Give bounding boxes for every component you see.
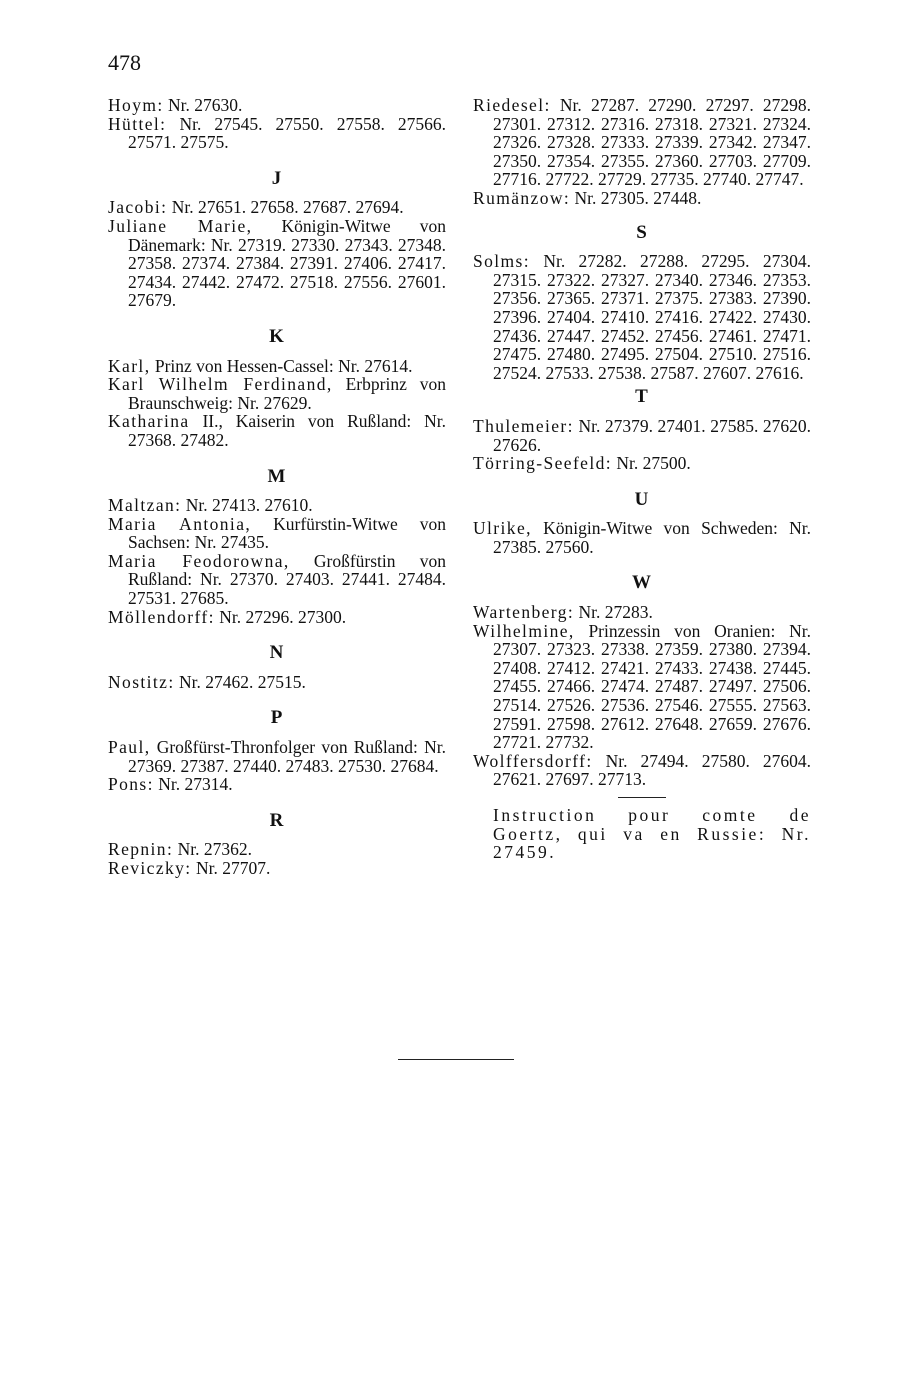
entry-name: Wolffersdorff:: [473, 750, 593, 771]
entry-name: Maria Feodorowna,: [108, 550, 290, 571]
entry-name: Karl,: [108, 355, 151, 376]
index-entry-nostitz: [108, 673, 446, 692]
entry-references: Nr. 27287. 27290. 27297. 27298. 27301. 27312. 27316. 27318. 27321. 27324. 27326. 27328. 27333. 27339. 27342. 27347. 27350. 27354. 27355. 27360. 27703. 27709. 27716. 27722. 27729. 27735. 27740. 27747.: [493, 95, 811, 190]
entry-references: Prinz von Hessen-Cassel: Nr. 27614.: [150, 355, 413, 376]
index-entry-juliane-marie: [108, 217, 446, 310]
entry-references: Nr. 27283.: [574, 602, 653, 623]
entry-name: Hüttel:: [108, 113, 167, 134]
index-entry-hoym: [108, 96, 446, 115]
index-entry-reviczky: [108, 859, 446, 878]
entry-references: Nr. 27494. 27580. 27604. 27621. 27697. 27713.: [493, 750, 811, 790]
index-entry-paul: [108, 738, 446, 775]
index-entry-thulemeier: [473, 417, 811, 454]
index-column-left: [108, 96, 446, 878]
index-entry-karl: [108, 357, 446, 376]
index-entry-maria-antonia: [108, 515, 446, 552]
entry-name: Solms:: [473, 251, 531, 272]
entry-references: Nr. 27462. 27515.: [174, 671, 306, 692]
entry-name: Reviczky:: [108, 858, 192, 878]
page-end-rule: [398, 1059, 514, 1060]
entry-name: Törring-Seefeld:: [473, 453, 613, 474]
section-heading-p: P: [270, 707, 284, 729]
section-divider: [618, 797, 666, 798]
entry-name: Maria Antonia,: [108, 513, 252, 534]
entry-name: Juliane Marie,: [108, 215, 253, 236]
entry-references: Großfürstin von Rußland: Nr. 27370. 27403. 27441. 27484. 27531. 27685.: [128, 550, 446, 609]
entry-references: Nr. 27630.: [163, 95, 243, 115]
entry-name: Hoym:: [108, 95, 164, 115]
entry-name: Katharina: [108, 411, 190, 432]
index-entry-maria-feodorowna: [108, 552, 446, 608]
entry-name: Jacobi:: [108, 197, 168, 218]
index-entry-instruction: Instruction pour comte de Goertz, qui va en Russie: Nr. 27459.: [493, 805, 811, 863]
entry-references: Nr. 27314.: [153, 774, 233, 795]
entry-references: Königin-Witwe von Dänemark: Nr. 27319. 27330. 27343. 27348. 27358. 27374. 27384. 27391. 27406. 27417. 27434. 27442. 27472. 27518. 27556. 27601. 27679.: [128, 215, 446, 311]
entry-name: Wartenberg:: [473, 602, 575, 623]
index-entry-wartenberg: [473, 603, 811, 622]
index-entry-riedesel: [473, 96, 811, 189]
entry-references: Großfürst-Thronfolger von Rußland: Nr. 27369. 27387. 27440. 27483. 27530. 27684.: [128, 737, 446, 776]
entry-name: Karl Wilhelm Ferdinand,: [108, 374, 333, 395]
entry-name: Repnin:: [108, 839, 174, 860]
entry-references: Kurfürstin-Witwe von Sachsen: Nr. 27435.: [128, 513, 446, 553]
index-entry-huettel: [108, 115, 446, 152]
index-entry-wilhelmine: [473, 622, 811, 752]
index-entry-ulrike: [473, 519, 811, 556]
entry-references: II., Kaiserin von Rußland: Nr. 27368. 27482.: [128, 411, 446, 450]
entry-name: Riedesel:: [473, 95, 551, 115]
section-heading-m: M: [267, 465, 287, 487]
page-number: 478: [108, 50, 141, 75]
index-entry-katharina: [108, 412, 446, 449]
entry-references: Königin-Witwe von Schweden: Nr. 27385. 27560.: [493, 518, 811, 557]
entry-references: Nr. 27379. 27401. 27585. 27620. 27626.: [493, 415, 811, 455]
index-entry-wolffersdorff: [473, 752, 811, 789]
index-entry-toerring-seefeld: [473, 454, 811, 473]
section-heading-k: K: [269, 325, 285, 347]
entry-references: Nr. 27305. 27448.: [570, 187, 702, 208]
entry-references: Nr. 27500.: [612, 453, 691, 474]
section-heading-u: U: [634, 488, 650, 510]
entry-references: Nr. 27413. 27610.: [181, 495, 313, 516]
entry-references: Nr. 27545. 27550. 27558. 27566. 27571. 27575.: [128, 113, 446, 153]
entry-references: Erbprinz von Braunschweig: Nr. 27629.: [128, 374, 446, 413]
entry-references: Prinzessin von Oranien: Nr. 27307. 27323. 27338. 27359. 27380. 27394. 27408. 27412. 27421. 27433. 27438. 27445. 27455. 27466. 27474. 27487. 27497. 27506. 27514. 27526. 27536. 27546. 27555. 27563. 27591. 27598. 27612. 27648. 27659. 27676. 27721. 27732.: [493, 620, 811, 753]
entry-name: Wilhelmine,: [473, 620, 575, 641]
entry-name: Maltzan:: [108, 495, 182, 516]
index-entry-pons: [108, 775, 446, 794]
entry-references: Nr. 27707.: [191, 858, 271, 878]
section-heading-w: W: [632, 572, 652, 594]
entry-references: Nr. 27282. 27288. 27295. 27304. 27315. 27322. 27327. 27340. 27346. 27353. 27356. 27365. 27371. 27375. 27383. 27390. 27396. 27404. 27410. 27416. 27422. 27430. 27436. 27447. 27452. 27456. 27461. 27471. 27475. 27480. 27495. 27504. 27510. 27516. 27524. 27533. 27538. 27587. 27607. 27616.: [493, 251, 811, 383]
entry-name: Ulrike,: [473, 518, 532, 539]
entry-name: Möllendorff:: [108, 606, 215, 627]
index-entry-solms: [473, 252, 811, 382]
index-entry-repnin: [108, 840, 446, 859]
index-entry-moellendorff: [108, 608, 446, 627]
entry-name: Thulemeier:: [473, 415, 574, 436]
entry-name: Nostitz:: [108, 671, 175, 692]
index-entry-rumaenzow: [473, 189, 811, 208]
section-heading-s: S: [636, 221, 648, 243]
section-heading-r: R: [269, 809, 285, 831]
section-heading-j: J: [271, 167, 283, 189]
entry-name: Rumänzow:: [473, 187, 571, 208]
entry-references: Nr. 27362.: [173, 839, 252, 860]
index-entry-maltzan: [108, 496, 446, 515]
entry-references: Nr. 27651. 27658. 27687. 27694.: [167, 197, 404, 218]
index-column-right: [473, 96, 811, 862]
index-entry-karl-wilhelm-ferdinand: [108, 375, 446, 412]
index-entry-jacobi: [108, 198, 446, 217]
section-heading-n: N: [269, 642, 285, 664]
entry-name: Paul,: [108, 737, 151, 758]
entry-name: Pons:: [108, 774, 154, 795]
entry-references: Nr. 27296. 27300.: [214, 606, 347, 627]
section-heading-t: T: [635, 386, 649, 408]
